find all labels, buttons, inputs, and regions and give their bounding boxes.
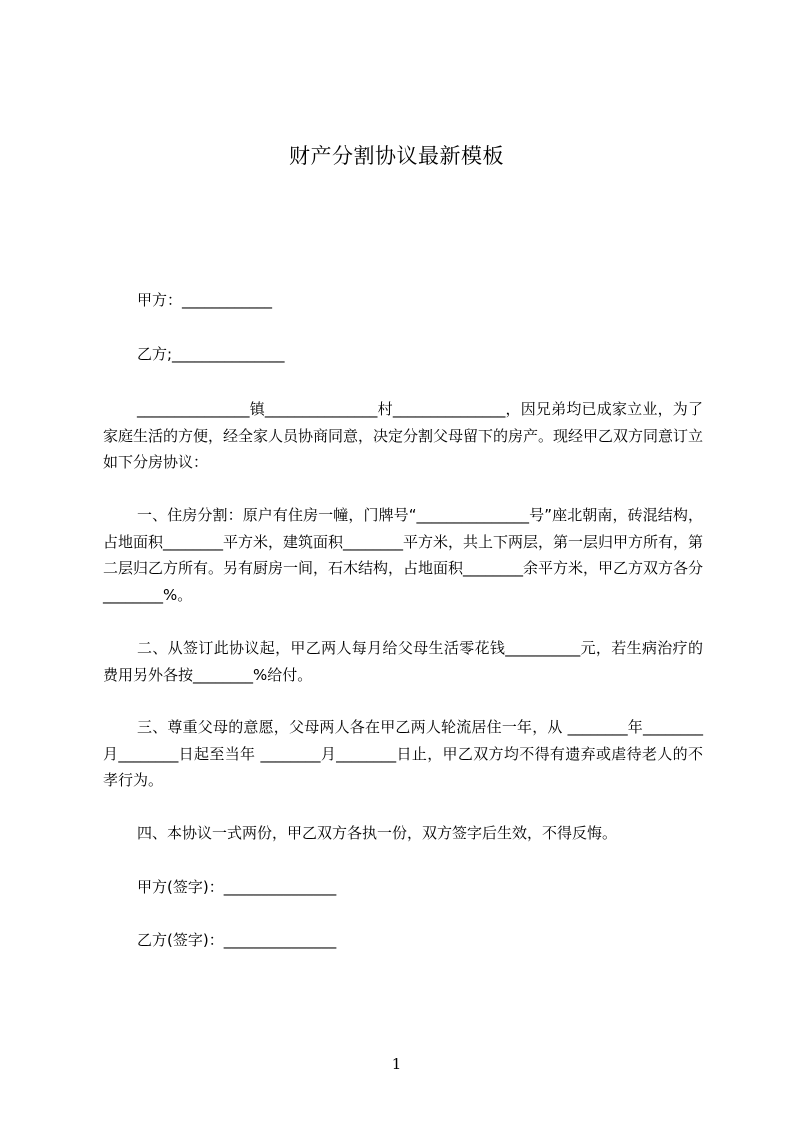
clause-2-paragraph: 二、从签订此协议起，甲乙两人每月给父母生活零花钱__________元，若生病治疗的费用另外各按________%给付。 xyxy=(103,639,703,684)
party-b-line: 乙方;_______________ xyxy=(137,345,285,363)
clause-1-paragraph: 一、住房分割：原户有住房一幢，门牌号“_______________号”座北朝南，砖混结构，占地面积________平方米，建筑面积________平方米，共上下两层，第一层归甲方所有，第二层归乙方所有。另有厨房一间，石木结构，占地面积________余平方米，甲乙方双方各分________%。 xyxy=(103,506,704,604)
page-number: 1 xyxy=(391,1055,402,1073)
party-a-line: 甲方：____________ xyxy=(137,291,273,309)
clause-4-paragraph: 四、本协议一式两份，甲乙双方各执一份，双方签字后生效，不得反悔。 xyxy=(137,824,618,842)
document-title: 财产分割协议最新模板 xyxy=(289,144,504,168)
intro-paragraph: _______________镇_______________村_______________，因兄弟均已成家立业，为了家庭生活的方便，经全家人员协商同意，决定分割父母留下的房产。现经甲乙双方同意订立如下分房协议： xyxy=(103,400,704,471)
clause-3-paragraph: 三、尊重父母的意愿，父母两人各在甲乙两人轮流居住一年，从 ________年________月________日起至当年 ________月________日止，甲乙双方均不得有遗弃或虐待老人的不孝行为。 xyxy=(103,718,703,789)
signature-a-line: 甲方(签字)：_______________ xyxy=(137,878,337,896)
signature-b-line: 乙方(签字)：_______________ xyxy=(137,931,337,949)
